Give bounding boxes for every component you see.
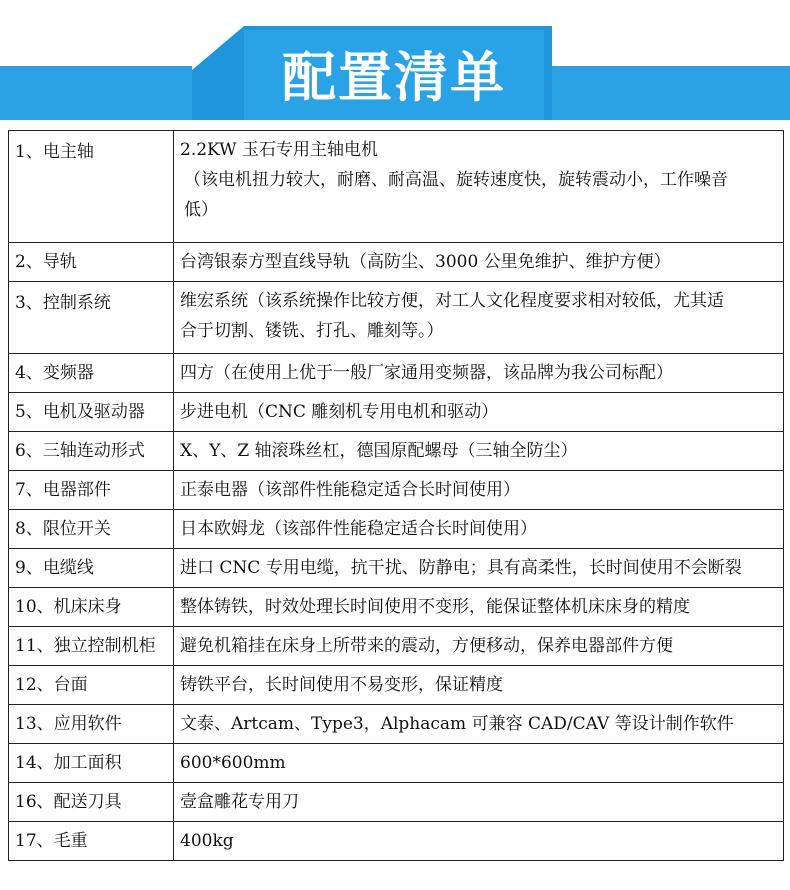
row-label: 3、控制系统	[9, 282, 174, 354]
row-description	[174, 744, 784, 783]
table-row	[9, 354, 784, 393]
row-description	[174, 510, 784, 549]
table-row	[9, 783, 784, 822]
description-line: 进口 CNC 专用电缆，抗干扰、防静电；具有高柔性，长时间使用不会断裂	[180, 558, 742, 578]
row-description	[174, 588, 784, 627]
description-line: X、Y、Z 轴滚珠丝杠，德国原配螺母（三轴全防尘）	[180, 441, 578, 461]
row-description	[174, 354, 784, 393]
row-description	[174, 282, 784, 354]
row-description	[174, 471, 784, 510]
row-label: 9、电缆线	[9, 549, 174, 588]
table-row	[9, 282, 784, 354]
description-line: 四方（在使用上优于一般厂家通用变频器，该品牌为我公司标配）	[180, 363, 673, 383]
table-row	[9, 744, 784, 783]
row-label: 14、加工面积	[9, 744, 174, 783]
row-description	[174, 432, 784, 471]
row-label: 8、限位开关	[9, 510, 174, 549]
row-description	[174, 783, 784, 822]
banner-tab-fold	[192, 26, 244, 70]
row-label: 6、三轴连动形式	[9, 432, 174, 471]
description-line: 铸铁平台，长时间使用不易变形，保证精度	[180, 675, 503, 695]
row-description	[174, 393, 784, 432]
row-label: 1、电主轴	[9, 131, 174, 243]
row-description	[174, 243, 784, 282]
description-line: （该电机扭力较大，耐磨、耐高温、旋转速度快，旋转震动小，工作噪音	[184, 170, 728, 190]
description-line: 合于切割、镂铣、打孔、雕刻等。）	[180, 321, 444, 341]
row-label: 12、台面	[9, 666, 174, 705]
table-row	[9, 510, 784, 549]
table-row	[9, 666, 784, 705]
description-line: 步进电机（CNC 雕刻机专用电机和驱动）	[180, 402, 499, 422]
description-line: 2.2KW 玉石专用主轴电机	[180, 140, 379, 160]
description-line: 避免机箱挂在床身上所带来的震动，方便移动，保养电器部件方便	[180, 636, 673, 656]
description-line: 文泰、Artcam、Type3，Alphacam 可兼容 CAD/CAV 等设计制作软件	[180, 714, 734, 734]
page-title: 配置清单	[282, 46, 506, 109]
description-line: 日本欧姆龙（该部件性能稳定适合长时间使用）	[180, 519, 537, 539]
description-line: 正泰电器（该部件性能稳定适合长时间使用）	[180, 480, 520, 500]
table-row	[9, 549, 784, 588]
row-label: 17、毛重	[9, 822, 174, 861]
row-label: 4、变频器	[9, 354, 174, 393]
row-label: 11、独立控制机柜	[9, 627, 174, 666]
description-line: 600*600mm	[180, 753, 286, 773]
row-description	[174, 131, 784, 243]
table-row	[9, 627, 784, 666]
row-label: 13、应用软件	[9, 705, 174, 744]
description-line: 400kg	[180, 831, 234, 851]
description-line: 台湾银泰方型直线导轨（高防尘、3000 公里免维护、维护方便）	[180, 252, 671, 272]
row-description	[174, 822, 784, 861]
row-label: 16、配送刀具	[9, 783, 174, 822]
header-banner	[0, 0, 790, 120]
row-description	[174, 627, 784, 666]
description-line: 整体铸铁，时效处理长时间使用不变形，能保证整体机床床身的精度	[180, 597, 690, 617]
row-label: 7、电器部件	[9, 471, 174, 510]
description-line: 壹盒雕花专用刀	[180, 792, 299, 812]
row-description	[174, 705, 784, 744]
description-line: 维宏系统（该系统操作比较方便，对工人文化程度要求相对较低，尤其适	[180, 291, 724, 311]
row-label: 5、电机及驱动器	[9, 393, 174, 432]
table-row	[9, 131, 784, 243]
table-row	[9, 705, 784, 744]
spec-table	[8, 130, 784, 861]
table-row	[9, 822, 784, 861]
table-row	[9, 243, 784, 282]
row-label: 2、导轨	[9, 243, 174, 282]
table-row	[9, 588, 784, 627]
row-description	[174, 666, 784, 705]
table-row	[9, 393, 784, 432]
table-row	[9, 432, 784, 471]
row-label: 10、机床床身	[9, 588, 174, 627]
row-description	[174, 549, 784, 588]
table-row	[9, 471, 784, 510]
description-line: 低）	[184, 200, 218, 220]
